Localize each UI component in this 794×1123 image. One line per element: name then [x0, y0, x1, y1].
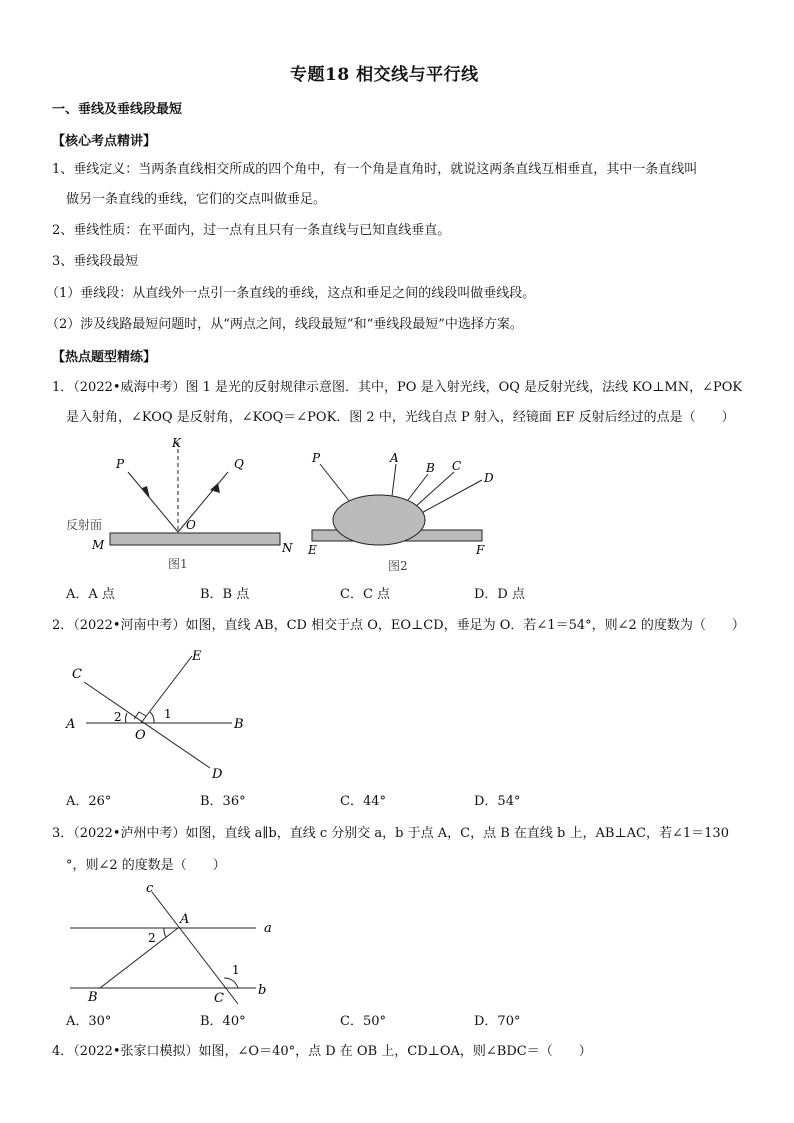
q1-option-d: D．D 点: [474, 587, 525, 602]
q3-option-c: C．50°: [340, 1014, 386, 1029]
label-O: O: [186, 518, 196, 532]
q2-option-b: B．36°: [200, 794, 246, 809]
label-E: E: [192, 649, 202, 664]
label-A: A: [180, 912, 190, 927]
label-C: C: [72, 667, 82, 682]
label-B: B: [234, 717, 244, 732]
point-line: 做另一条直线的垂线，它们的交点叫做垂足。: [66, 192, 327, 207]
label-angle-2: 2: [148, 931, 156, 945]
label-A: A: [390, 451, 399, 465]
point-line: （1）垂线段：从直线外一点引一条直线的垂线，这点和垂足之间的线段叫做垂线段。: [46, 286, 536, 301]
q3-figure: [60, 880, 280, 1010]
fig2-caption: 图2: [388, 559, 408, 573]
q3-text: °，则∠2 的度数是（ ）: [66, 858, 226, 873]
q1-option-b: B．B 点: [200, 587, 250, 602]
q3-option-b: B．40°: [200, 1014, 246, 1029]
label-D: D: [484, 471, 494, 485]
label-angle-1: 1: [232, 963, 240, 977]
hot-heading: 【热点题型精练】: [52, 350, 157, 365]
q2-text: 2．（2022•河南中考）如图，直线 AB，CD 相交于点 O，EO⊥CD，垂足为 O．若∠1＝54°，则∠2 的度数为（ ）: [52, 618, 745, 633]
label-D: D: [212, 767, 223, 782]
label-C: C: [452, 459, 462, 473]
core-heading: 【核心考点精讲】: [52, 134, 157, 149]
label-B: B: [426, 461, 435, 475]
q2-figure: [60, 640, 270, 788]
label-F: F: [476, 543, 485, 557]
q1-option-a: A．A 点: [66, 587, 115, 602]
point-line: 3、垂线段最短: [52, 254, 139, 269]
point-line: 2、垂线性质：在平面内，过一点有且只有一条直线与已知直线垂直。: [52, 223, 451, 238]
label-A: A: [66, 717, 76, 732]
label-B: B: [88, 990, 98, 1005]
q2-option-c: C．44°: [340, 794, 386, 809]
q2-option-a: A．26°: [66, 794, 112, 809]
label-N: N: [282, 541, 293, 555]
label-M: M: [92, 538, 105, 552]
label-P: P: [312, 451, 321, 465]
section-heading: 一、垂线及垂线段最短: [52, 102, 183, 117]
fig1-caption: 图1: [168, 557, 188, 571]
label-angle-1: 1: [164, 707, 172, 721]
q1-figure-1: [60, 432, 300, 582]
q3-option-a: A．30°: [66, 1014, 112, 1029]
q3-text: 3．（2022•泸州中考）如图，直线 a∥b，直线 c 分别交 a，b 于点 A，C，点 B 在直线 b 上，AB⊥AC，若∠1＝130: [52, 826, 729, 841]
label-angle-2: 2: [114, 710, 122, 724]
q4-text: 4．（2022•张家口模拟）如图，∠O＝40°，点 D 在 OB 上，CD⊥OA，则∠BDC＝（ ）: [52, 1044, 592, 1059]
label-c: c: [146, 881, 154, 896]
q1-option-c: C．C 点: [340, 587, 391, 602]
page-title: 专题18 相交线与平行线: [290, 65, 479, 85]
q1-text: 是入射角，∠KOQ 是反射角，∠KOQ＝∠POK．图 2 中，光线自点 P 射入，经镜面 EF 反射后经过的点是（ ）: [66, 410, 735, 425]
label-C: C: [214, 991, 224, 1006]
label-a: a: [264, 921, 272, 936]
point-line: 1、垂线定义：当两条直线相交所成的四个角中，有一个角是直角时，就说这两条直线互相垂直，其中一条直线叫: [52, 162, 698, 177]
label-K: K: [172, 436, 181, 450]
label-b: b: [258, 983, 267, 998]
point-line: （2）涉及线路最短问题时，从“两点之间，线段最短”和“垂线段最短”中选择方案。: [46, 317, 523, 332]
q1-figure-2: [300, 440, 510, 580]
q3-option-d: D．70°: [474, 1014, 521, 1029]
label-E: E: [308, 543, 317, 557]
label-surface: 反射面: [66, 518, 103, 532]
label-O: O: [135, 728, 146, 743]
q1-text: 1．（2022•威海中考）图 1 是光的反射规律示意图．其中，PO 是入射光线，OQ 是反射光线，法线 KO⊥MN，∠POK: [52, 380, 743, 395]
label-Q: Q: [234, 457, 244, 471]
label-P: P: [116, 457, 125, 471]
q2-option-d: D．54°: [474, 794, 521, 809]
